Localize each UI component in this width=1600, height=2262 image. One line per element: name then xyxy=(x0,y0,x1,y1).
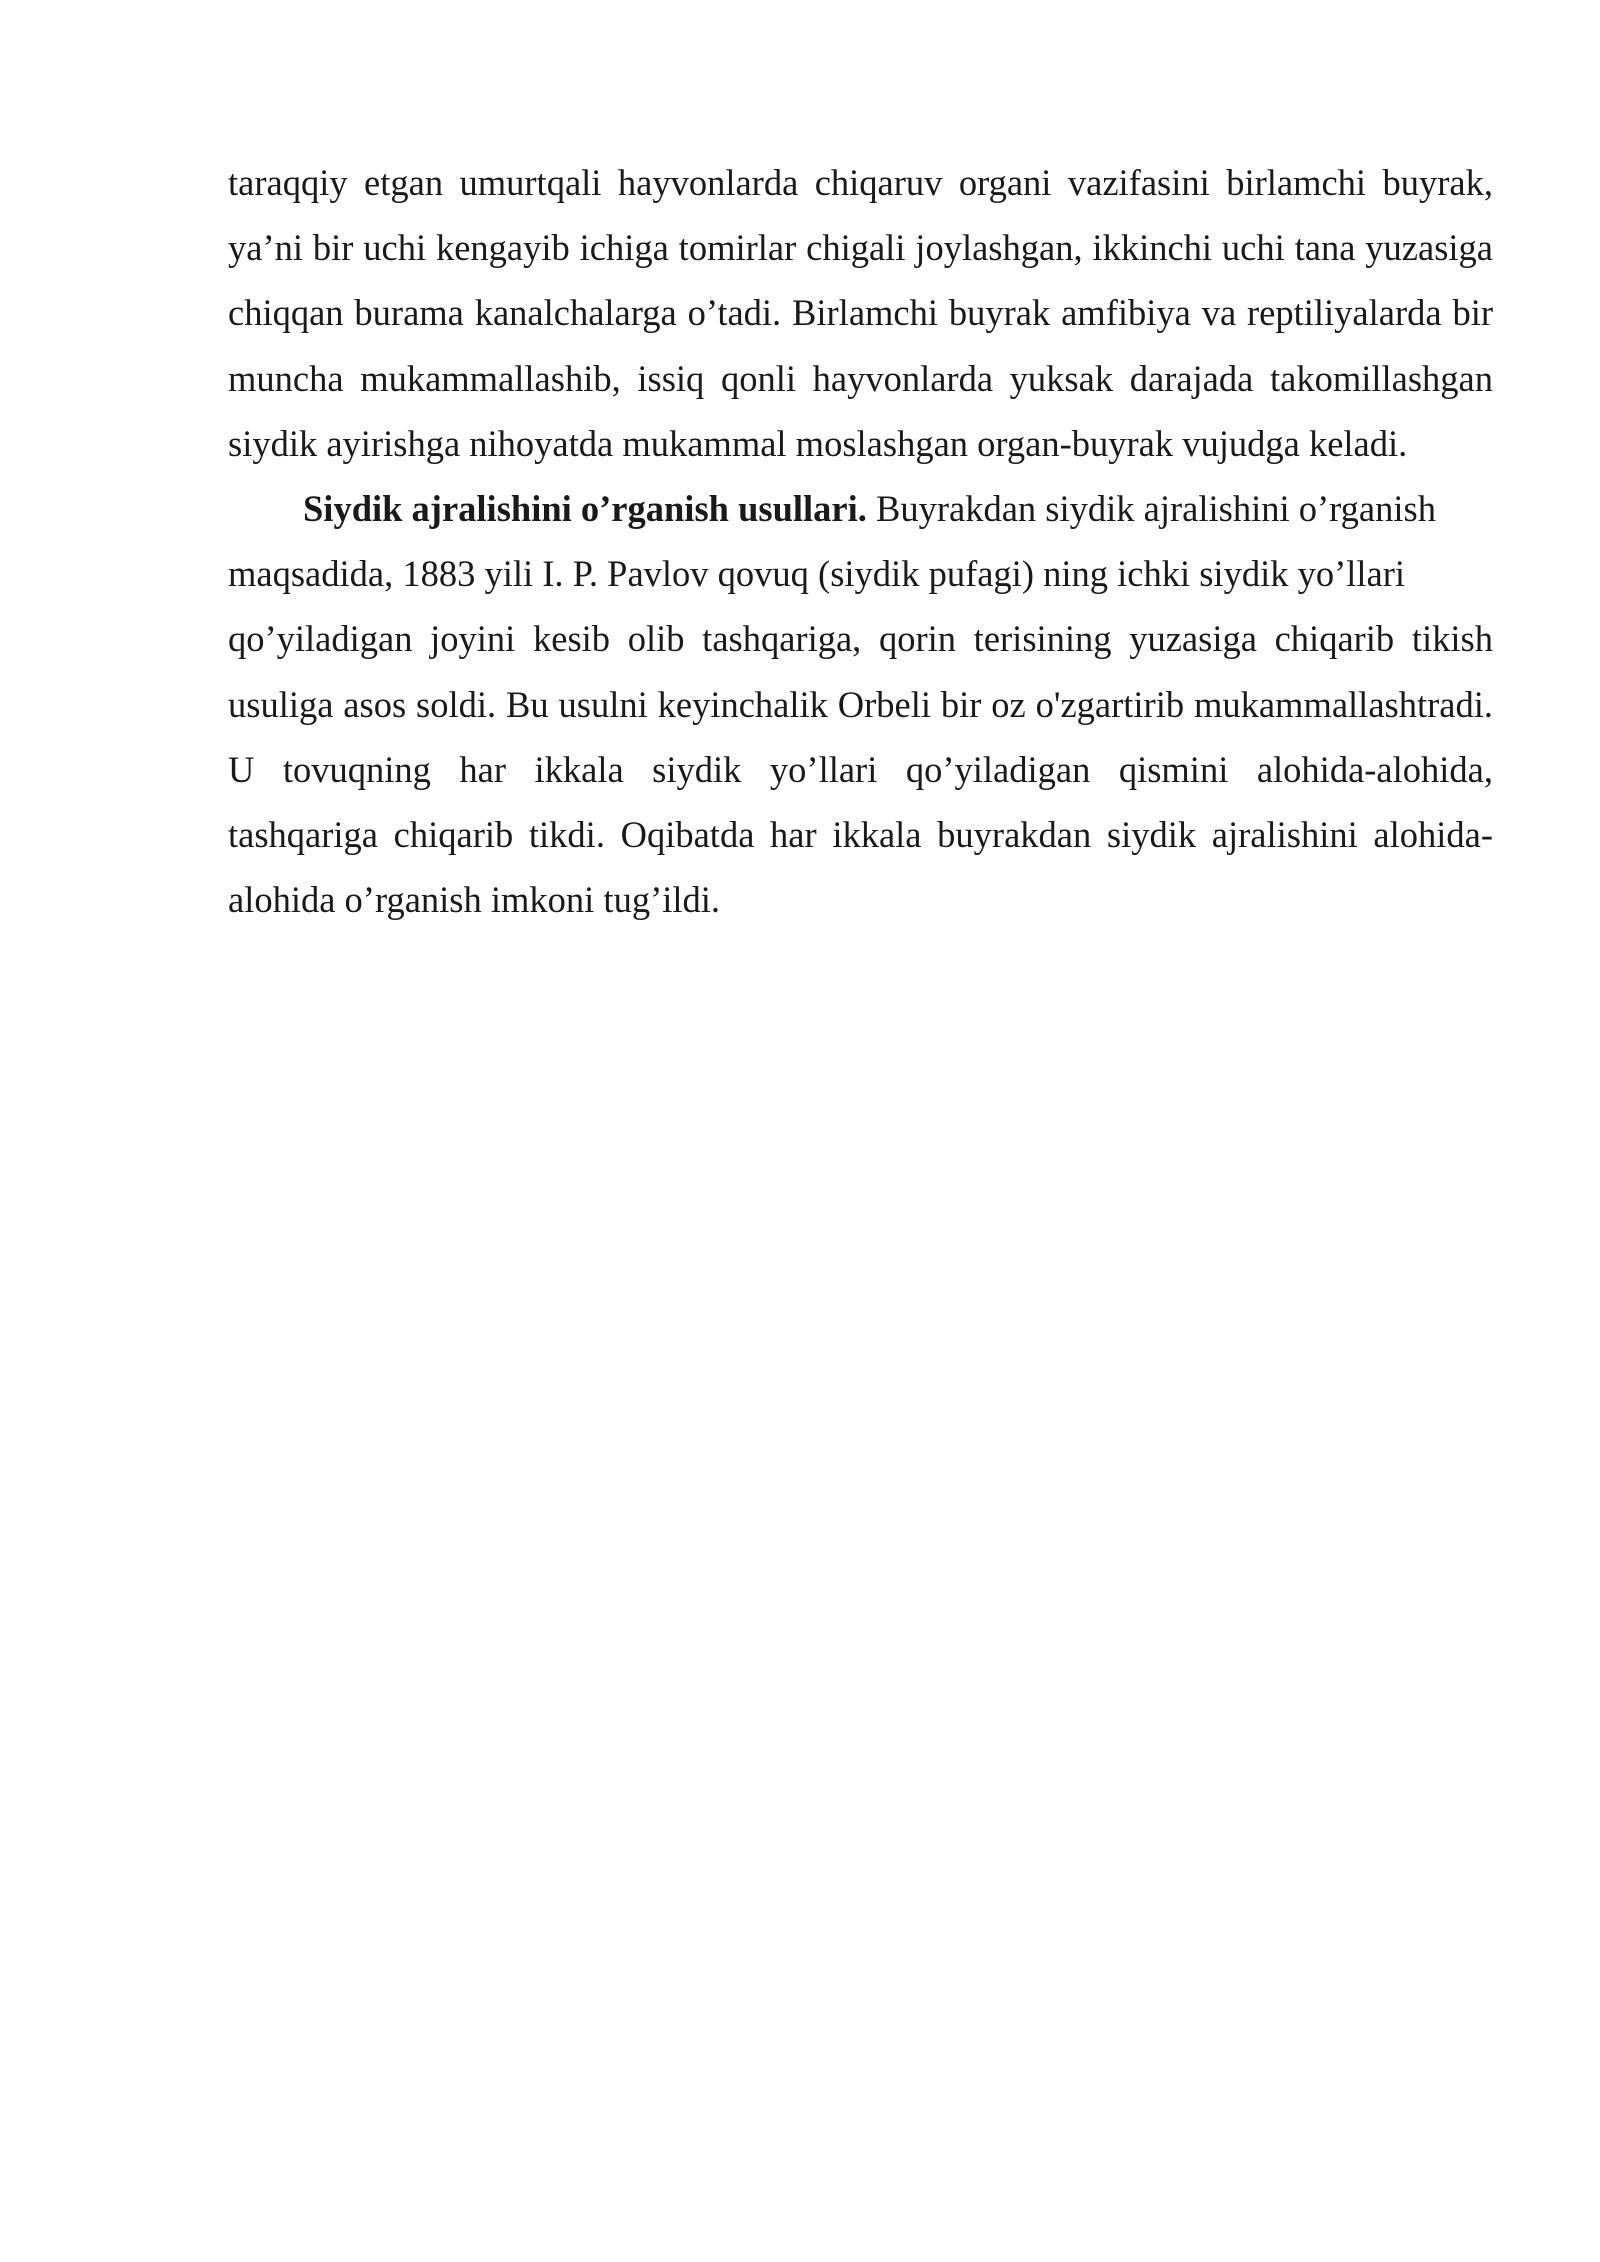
paragraph-2-remainder: qo’yiladigan joyini kesib olib tashqariga, qorin terisining yuzasiga chiqarib tikish usuliga asos soldi. Bu usulni keyinchalik Orbeli bir oz o'zgartirib mukammallashtradi. U tovuqning har ikkala siydik yo’llari qo’yiladigan qismini alohida-alohida, tashqariga chiqarib tikdi. Oqibatda har ikkala buyrakdan siydik ajralishini alohida-alohida o’rganish imkoni tug’ildi. xyxy=(228,618,1493,921)
paragraph-2-line-1: Buyrakdan siydik ajralishini o’rganish xyxy=(866,488,1436,530)
paragraph-2 xyxy=(228,476,1493,932)
section-heading: Siydik ajralishini o’rganish usullari. xyxy=(303,488,867,530)
paragraph-1: taraqqiy etgan umurtqali hayvonlarda chiqaruv organi vazifasini birlamchi buyrak, ya’ni bir uchi kengayib ichiga tomirlar chigali joylashgan, ikkinchi uchi tana yuzasiga chiqqan burama kanalchalarga o’tadi. Birlamchi buyrak amfibiya va reptiliyalarda bir muncha mukammallashib, issiq qonli hayvonlarda yuksak darajada takomillashgan siydik ayirishga nihoyatda mukammal moslashgan organ-buyrak vujudga keladi. xyxy=(228,162,1493,464)
paragraph-2-line-2: maqsadida, 1883 yili I. P. Pavlov qovuq (siydik pufagi) ning ichki siydik yo’llari xyxy=(228,553,1406,595)
text-column xyxy=(228,150,1493,932)
